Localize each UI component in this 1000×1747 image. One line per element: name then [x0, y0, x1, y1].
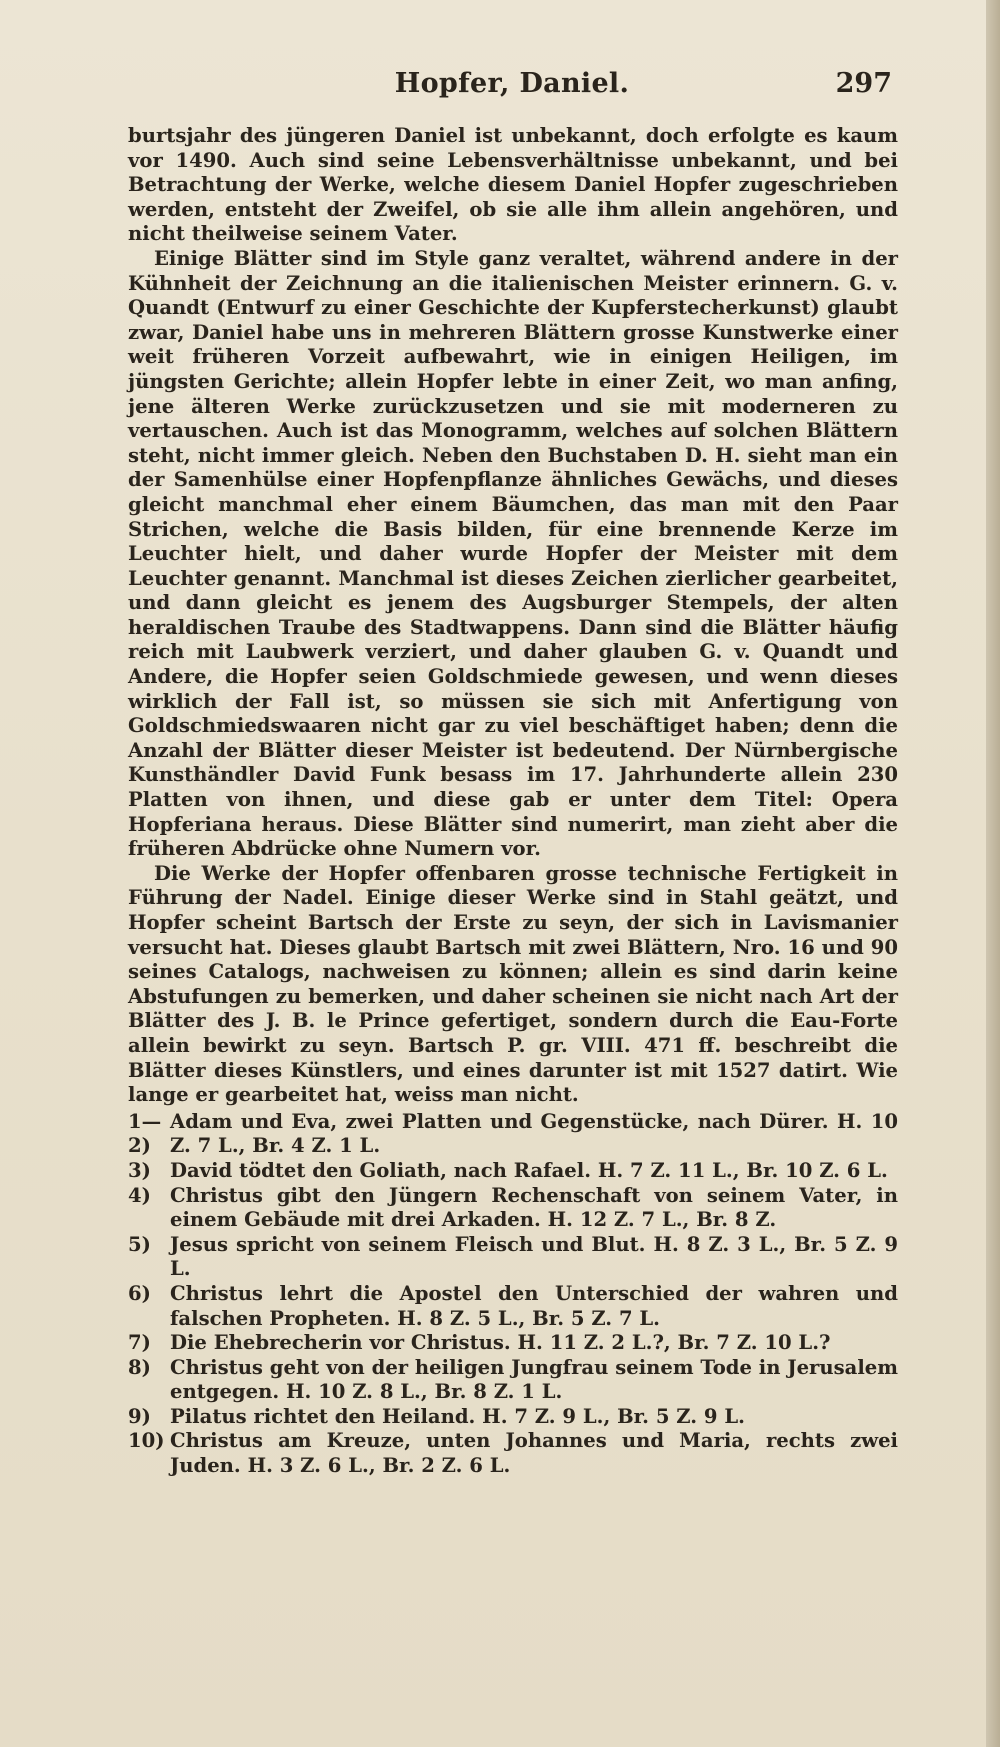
catalog-text: Adam und Eva, zwei Platten und Gegenstücke, nach Dürer. H. 10 Z. 7 L., Br. 4 Z. 1 L. [170, 1109, 898, 1158]
catalog-text: David tödtet den Goliath, nach Rafael. H. 7 Z. 11 L., Br. 10 Z. 6 L. [170, 1158, 888, 1182]
running-title: Hopfer, Daniel. [394, 68, 630, 99]
catalog-text: Die Ehebrecherin vor Christus. H. 11 Z. 2 L.?, Br. 7 Z. 10 L.? [170, 1331, 831, 1355]
paragraph: burtsjahr des jüngeren Daniel ist unbekannt, doch erfolgte es kaum vor 1490. Auch sind seine Lebensverhältnisse unbekannt, und bei Betrachtung der Werke, welche diesem Daniel Hopfer zugeschrieben werden, entsteht der Zweifel, ob sie alle ihm allein angehören, und nicht theilweise seinem Vater. [128, 124, 898, 246]
catalog-number: 8) [128, 1355, 151, 1379]
catalog-entry [128, 1429, 898, 1478]
catalog-number: 7) [128, 1331, 151, 1355]
catalog-text: Christus lehrt die Apostel den Unterschied der wahren und falschen Propheten. H. 8 Z. 5 L., Br. 5 Z. 7 L. [170, 1281, 898, 1330]
catalog-number: 4) [128, 1183, 151, 1207]
catalog-text: Christus am Kreuze, unten Johannes und Maria, rechts zwei Juden. H. 3 Z. 6 L., Br. 2 Z. 6 L. [170, 1429, 898, 1478]
paragraph: Die Werke der Hopfer offenbaren grosse technische Fertigkeit in Führung der Nadel. Einige dieser Werke sind in Stahl geätzt, und Hopfer scheint Bartsch der Erste zu seyn, der sich in Lavismanier versucht hat. Dieses glaubt Bartsch mit zwei Blättern, Nro. 16 und 90 seines Catalogs, nachweisen zu können; allein es sind darin keine Abstufungen zu bemerken, und daher scheinen sie nicht nach Art der Blätter des J. B. le Prince gefertiget, sondern durch die Eau-Forte allein bewirkt zu seyn. Bartsch P. gr. VIII. 471 ff. beschreibt die Blätter dieses Künstlers, und eines darunter ist mit 1527 datirt. Wie lange er gearbeitet hat, weiss man nicht. [128, 861, 898, 1107]
page-number: 297 [835, 68, 892, 99]
catalog-number: 6) [128, 1281, 151, 1305]
paragraph: Einige Blätter sind im Style ganz veraltet, während andere in der Kühnheit der Zeichnung an die italienischen Meister erinnern. G. v. Quandt (Entwurf zu einer Geschichte der Kupferstecherkunst) glaubt zwar, Daniel habe uns in mehreren Blättern grosse Kunstwerke einer weit früheren Vorzeit aufbewahrt, wie in einigen Heiligen, im jüngsten Gerichte; allein Hopfer lebte in einer Zeit, wo man anfing, jene älteren Werke zurückzusetzen und sie mit moderneren zu vertauschen. Auch ist das Monogramm, welches auf solchen Blättern steht, nicht immer gleich. Neben den Buchstaben D. H. sieht man ein der Samenhülse einer Hopfenpflanze ähnliches Gewächs, und dieses gleicht manchmal eher einem Bäumchen, das man mit den Paar Strichen, welche die Basis bilden, für eine brennende Kerze im Leuchter hielt, und daher wurde Hopfer der Meister mit dem Leuchter genannt. Manchmal ist dieses Zeichen zierlicher gearbeitet, und dann gleicht es jenem des Augsburger Stempels, der alten heraldischen Traube des Stadtwappens. Dann sind die Blätter häufig reich mit Laubwerk verziert, und daher glauben G. v. Quandt und Andere, die Hopfer seien Goldschmiede gewesen, und wenn dieses wirklich der Fall ist, so müssen sie sich mit Anfertigung von Goldschmiedswaaren nicht gar zu viel beschäftiget haben; denn die Anzahl der Blätter dieser Meister ist bedeutend. Der Nürnbergische Kunsthändler David Funk besass im 17. Jahrhunderte allein 230 Platten von ihnen, und diese gab er unter dem Titel: Opera Hopferiana heraus. Diese Blätter sind numerirt, man zieht aber die früheren Abdrücke ohne Numern vor. [128, 246, 898, 861]
catalog-number: 9) [128, 1404, 151, 1428]
catalog-number: 1—2) [128, 1109, 162, 1158]
catalog-entry [128, 1331, 898, 1356]
catalog-entry [128, 1405, 898, 1430]
catalog-entry [128, 1282, 898, 1331]
catalog-entry [128, 1184, 898, 1233]
catalog-entry [128, 1233, 898, 1282]
page-body [128, 124, 898, 1479]
catalog-entry [128, 1356, 898, 1405]
catalog-text: Christus geht von der heiligen Jungfrau seinem Tode in Jerusalem entgegen. H. 10 Z. 8 L., Br. 8 Z. 1 L. [170, 1355, 898, 1404]
catalog-number: 5) [128, 1232, 151, 1256]
catalog-text: Pilatus richtet den Heiland. H. 7 Z. 9 L., Br. 5 Z. 9 L. [170, 1404, 745, 1428]
catalog-number: 10) [128, 1429, 165, 1453]
page-edge [986, 0, 1000, 1747]
catalog-entry [128, 1159, 898, 1184]
catalog-entry [128, 1110, 898, 1159]
catalog-list [128, 1110, 898, 1479]
catalog-text: Christus gibt den Jüngern Rechenschaft von seinem Vater, in einem Gebäude mit drei Arkaden. H. 12 Z. 7 L., Br. 8 Z. [170, 1183, 898, 1232]
page-header [128, 68, 896, 108]
catalog-text: Jesus spricht von seinem Fleisch und Blut. H. 8 Z. 3 L., Br. 5 Z. 9 L. [170, 1232, 898, 1281]
catalog-number: 3) [128, 1158, 151, 1182]
